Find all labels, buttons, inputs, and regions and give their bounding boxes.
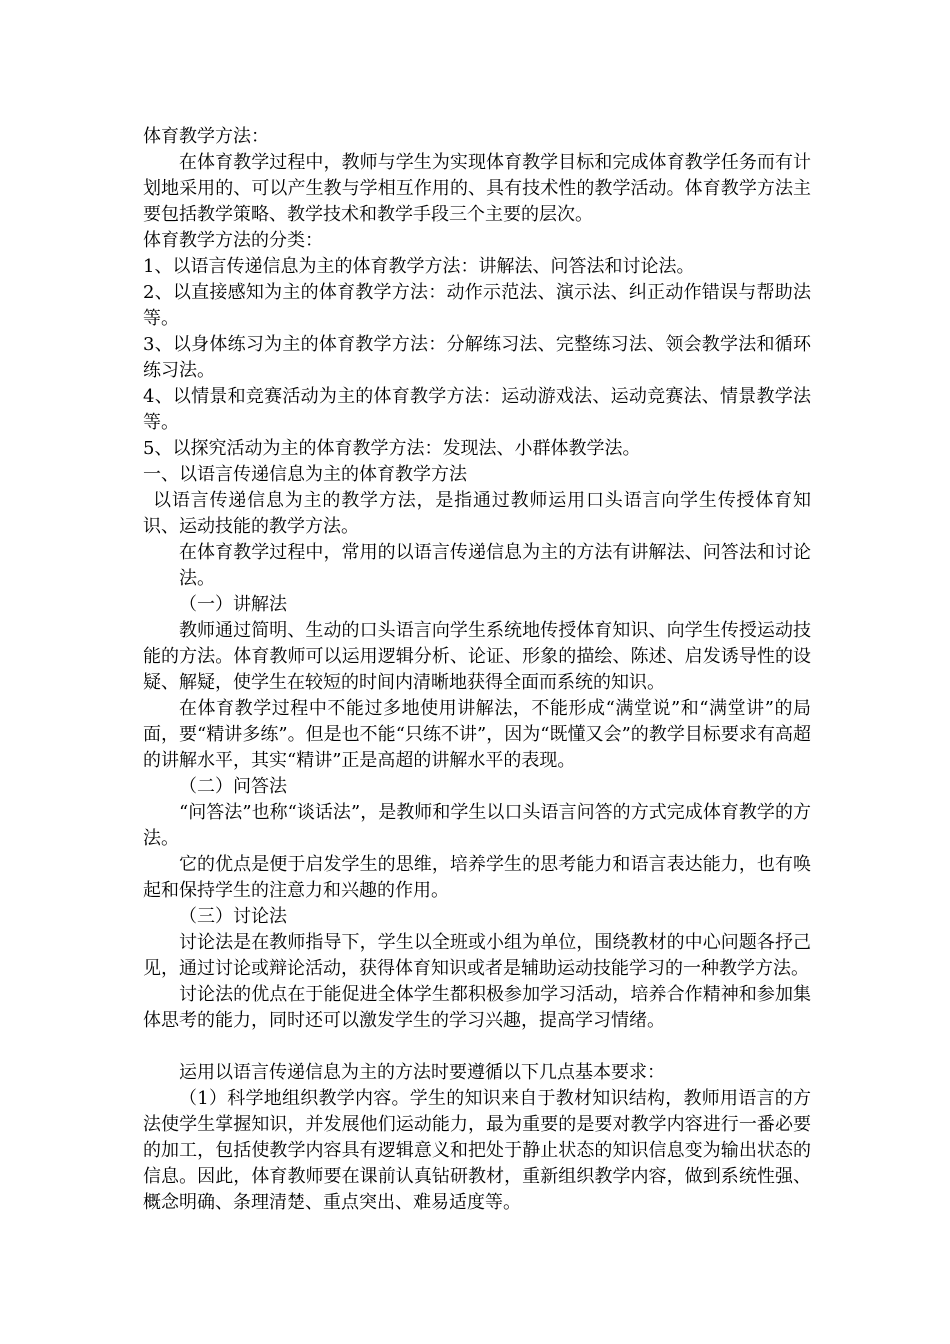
body-paragraph: 在体育教学过程中，常用的以语言传递信息为主的方法有讲解法、问答法和讨论法。 bbox=[179, 542, 811, 589]
subsection-heading: （三）讨论法 bbox=[179, 906, 287, 927]
body-paragraph: （1）科学地组织教学内容。学生的知识来自于教材知识结构，教师用语言的方法使学生掌握知识，并发展他们运动能力，最为重要的是要对教学内容进行一番必要的加工，包括使教学内容具有逻辑意义和把处于静止状态的知识信息变为输出状态的信息。因此，体育教师要在课前认真钻研教材，重新组织教学内容，做到系统性强、概念明确、条理清楚、重点突出、难易适度等。 bbox=[143, 1088, 811, 1213]
subsection-heading: （二）问答法 bbox=[179, 776, 287, 797]
subsection-heading: （一）讲解法 bbox=[179, 594, 287, 615]
list-item: 4、以情景和竞赛活动为主的体育教学方法：运动游戏法、运动竞赛法、情景教学法等。 bbox=[143, 386, 811, 433]
document-body bbox=[143, 124, 811, 1216]
body-paragraph: 以语言传递信息为主的教学方法，是指通过教师运用口头语言向学生传授体育知识、运动技能的教学方法。 bbox=[143, 490, 811, 537]
body-paragraph: 讨论法是在教师指导下，学生以全班或小组为单位，围绕教材的中心问题各抒己见，通过讨论或辩论活动，获得体育知识或者是辅助运动技能学习的一种教学方法。 bbox=[143, 932, 811, 979]
definition-paragraph: 在体育教学过程中，教师与学生为实现体育教学目标和完成体育教学任务而有计划地采用的、可以产生教与学相互作用的、具有技术性的教学活动。体育教学方法主要包括教学策略、教学技术和教学手段三个主要的层次。 bbox=[143, 152, 811, 225]
body-paragraph: 运用以语言传递信息为主的方法时要遵循以下几点基本要求： bbox=[179, 1062, 665, 1083]
body-paragraph: 教师通过简明、生动的口头语言向学生系统地传授体育知识、向学生传授运动技能的方法。体育教师可以运用逻辑分析、论证、形象的描绘、陈述、启发诱导性的设疑、解疑，使学生在较短的时间内清晰地获得全面而系统的知识。 bbox=[143, 620, 811, 693]
list-item: 1、以语言传递信息为主的体育教学方法：讲解法、问答法和讨论法。 bbox=[143, 256, 695, 277]
body-paragraph: 它的优点是便于启发学生的思维，培养学生的思考能力和语言表达能力，也有唤起和保持学生的注意力和兴趣的作用。 bbox=[143, 854, 811, 901]
title-paragraph: 体育教学方法： bbox=[143, 126, 269, 147]
body-paragraph: 讨论法的优点在于能促进全体学生都积极参加学习活动，培养合作精神和参加集体思考的能力，同时还可以激发学生的学习兴趣，提高学习情绪。 bbox=[143, 984, 811, 1031]
blank-line bbox=[143, 1034, 811, 1060]
list-item: 2、以直接感知为主的体育教学方法：动作示范法、演示法、纠正动作错误与帮助法等。 bbox=[143, 282, 811, 329]
body-paragraph: “问答法”也称“谈话法”，是教师和学生以口头语言问答的方式完成体育教学的方法。 bbox=[143, 802, 811, 849]
list-item: 3、以身体练习为主的体育教学方法：分解练习法、完整练习法、领会教学法和循环练习法。 bbox=[143, 334, 811, 381]
section-heading: 一、以语言传递信息为主的体育教学方法 bbox=[143, 464, 467, 485]
body-paragraph: 在体育教学过程中不能过多地使用讲解法，不能形成“满堂说”和“满堂讲”的局面，要“精讲多练”。但是也不能“只练不讲”，因为“既懂又会”的教学目标要求有高超的讲解水平，其实“精讲”正是高超的讲解水平的表现。 bbox=[143, 698, 811, 771]
list-item: 5、以探究活动为主的体育教学方法：发现法、小群体教学法。 bbox=[143, 438, 641, 459]
classification-heading: 体育教学方法的分类： bbox=[143, 230, 323, 251]
